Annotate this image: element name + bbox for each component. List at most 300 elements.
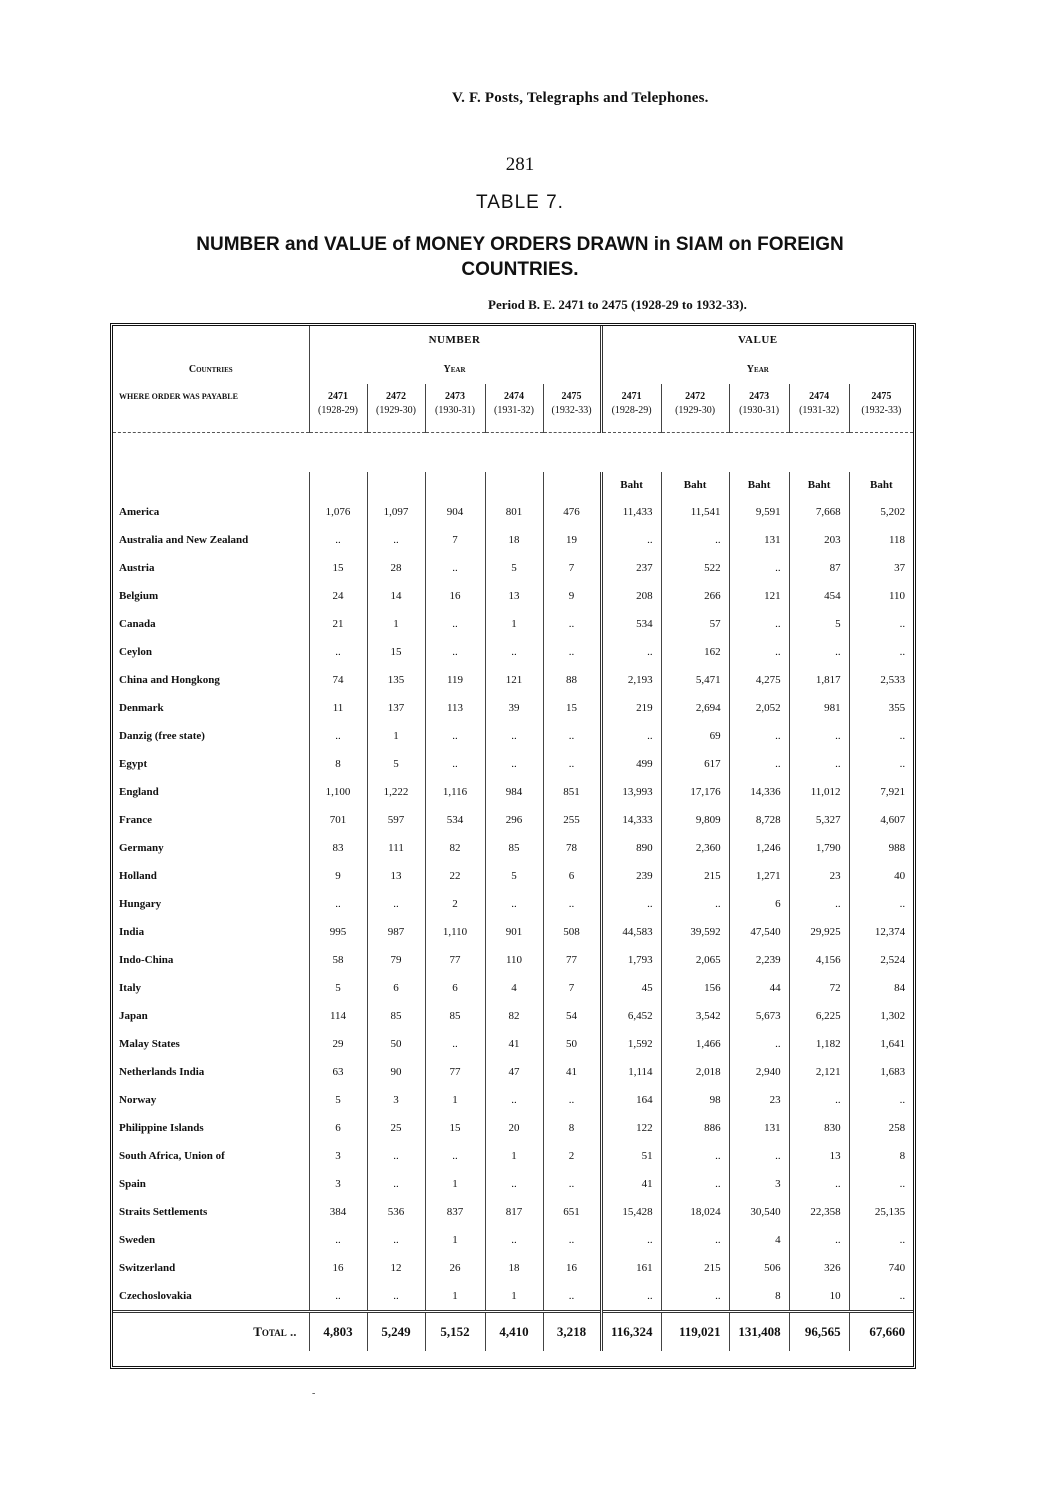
number-cell: 801 — [485, 498, 543, 526]
value-year-col-4 — [849, 384, 913, 433]
country-name: Denmark — [119, 702, 164, 714]
number-cell: 255 — [543, 806, 601, 834]
number-cell: 85 — [367, 1002, 425, 1030]
value-cell: 22,358 — [789, 1198, 849, 1226]
number-cell: .. — [425, 554, 485, 582]
document-title — [150, 232, 890, 282]
value-cell: 8 — [729, 1282, 789, 1312]
value-cell: .. — [601, 1282, 661, 1312]
country-cell — [113, 806, 309, 834]
value-cell: 17,176 — [661, 778, 729, 806]
value-cell: 72 — [789, 974, 849, 1002]
number-cell: .. — [425, 750, 485, 778]
country-cell — [113, 834, 309, 862]
value-cell: 1,466 — [661, 1030, 729, 1058]
number-cell: 476 — [543, 498, 601, 526]
number-cell: .. — [543, 1282, 601, 1312]
number-cell: 137 — [367, 694, 425, 722]
value-cell: 1,114 — [601, 1058, 661, 1086]
value-cell: 4,607 — [849, 806, 913, 834]
country-cell — [113, 946, 309, 974]
number-cell: 77 — [425, 1058, 485, 1086]
country-name: Sweden — [119, 1234, 156, 1246]
number-cell: 384 — [309, 1198, 367, 1226]
value-cell: 4,156 — [789, 946, 849, 974]
number-cell: 85 — [485, 834, 543, 862]
value-cell: 981 — [789, 694, 849, 722]
number-cell: 1,097 — [367, 498, 425, 526]
number-cell: .. — [425, 610, 485, 638]
country-cell — [113, 1002, 309, 1030]
number-cell: 16 — [425, 582, 485, 610]
value-cell: 258 — [849, 1114, 913, 1142]
value-cell: 44,583 — [601, 918, 661, 946]
number-cell: 901 — [485, 918, 543, 946]
number-cell: 3 — [309, 1142, 367, 1170]
value-cell: 5,202 — [849, 498, 913, 526]
number-cell: 14 — [367, 582, 425, 610]
value-cell: 7,668 — [789, 498, 849, 526]
country-name: Austria — [119, 562, 155, 574]
number-year-col-0 — [309, 384, 367, 433]
value-cell: 29,925 — [789, 918, 849, 946]
countries-header-blank — [113, 326, 309, 354]
country-name: Hungary — [119, 898, 162, 910]
country-cell — [113, 1142, 309, 1170]
value-cell: 740 — [849, 1254, 913, 1282]
number-cell: .. — [309, 638, 367, 666]
data-table — [113, 326, 913, 1351]
year-be-label: 2475 — [561, 391, 582, 402]
number-cell: .. — [485, 722, 543, 750]
number-cell: .. — [485, 750, 543, 778]
year-ce-label: (1930-31) — [435, 405, 475, 416]
number-cell: .. — [367, 526, 425, 554]
number-cell: 1,110 — [425, 918, 485, 946]
country-cell — [113, 1114, 309, 1142]
number-cell: .. — [543, 722, 601, 750]
value-cell: 110 — [849, 582, 913, 610]
country-name: Philippine Islands — [119, 1122, 204, 1134]
number-cell: 984 — [485, 778, 543, 806]
value-cell: 23 — [789, 862, 849, 890]
value-cell: 47,540 — [729, 918, 789, 946]
country-name: Egypt — [119, 758, 148, 770]
value-cell: 266 — [661, 582, 729, 610]
table-row — [113, 1086, 913, 1114]
value-cell: 988 — [849, 834, 913, 862]
unit-label: Baht — [661, 472, 729, 498]
value-cell: 51 — [601, 1142, 661, 1170]
value-cell: 131 — [729, 526, 789, 554]
number-cell: 18 — [485, 1254, 543, 1282]
value-cell: 18,024 — [661, 1198, 729, 1226]
number-cell: 41 — [543, 1058, 601, 1086]
value-year-col-2 — [729, 384, 789, 433]
year-be-label: 2472 — [386, 391, 406, 402]
number-year-col-4 — [543, 384, 601, 433]
country-name: Norway — [119, 1094, 157, 1106]
number-cell: .. — [543, 1086, 601, 1114]
number-cell: 8 — [309, 750, 367, 778]
country-cell — [113, 1226, 309, 1254]
value-cell: 1,182 — [789, 1030, 849, 1058]
value-cell: 1,641 — [849, 1030, 913, 1058]
number-cell: 817 — [485, 1198, 543, 1226]
number-cell: 1 — [425, 1086, 485, 1114]
number-cell: 5 — [485, 554, 543, 582]
value-cell: .. — [789, 638, 849, 666]
year-ce-label: (1932-33) — [861, 405, 902, 416]
value-cell: 215 — [661, 862, 729, 890]
total-label: Total .. — [113, 1312, 309, 1352]
value-cell: 506 — [729, 1254, 789, 1282]
number-cell: 8 — [543, 1114, 601, 1142]
number-cell: 12 — [367, 1254, 425, 1282]
table-row — [113, 946, 913, 974]
value-cell: 23 — [729, 1086, 789, 1114]
number-year-header: Year — [309, 354, 601, 384]
value-cell: 118 — [849, 526, 913, 554]
country-cell — [113, 666, 309, 694]
table-row — [113, 638, 913, 666]
value-cell: 2,360 — [661, 834, 729, 862]
country-cell — [113, 778, 309, 806]
number-cell: 79 — [367, 946, 425, 974]
value-cell: 3,542 — [661, 1002, 729, 1030]
value-cell: 3 — [729, 1170, 789, 1198]
value-cell: .. — [789, 722, 849, 750]
year-ce-label: (1929-30) — [376, 405, 416, 416]
value-cell: .. — [729, 1142, 789, 1170]
number-cell: 20 — [485, 1114, 543, 1142]
number-cell: 58 — [309, 946, 367, 974]
number-cell: 74 — [309, 666, 367, 694]
number-cell: .. — [543, 750, 601, 778]
country-cell — [113, 1282, 309, 1312]
table-row — [113, 890, 913, 918]
total-value-cell: 96,565 — [789, 1312, 849, 1352]
number-cell: 851 — [543, 778, 601, 806]
value-cell: 830 — [789, 1114, 849, 1142]
number-cell: 508 — [543, 918, 601, 946]
table-row — [113, 1058, 913, 1086]
country-name: Canada — [119, 618, 156, 630]
number-cell: 6 — [425, 974, 485, 1002]
value-cell: 45 — [601, 974, 661, 1002]
value-cell: 8 — [849, 1142, 913, 1170]
country-cell — [113, 750, 309, 778]
value-cell: 239 — [601, 862, 661, 890]
value-cell: .. — [729, 1030, 789, 1058]
country-name: Netherlands India — [119, 1066, 205, 1078]
value-cell: 4 — [729, 1226, 789, 1254]
year-ce-label: (1932-33) — [551, 405, 592, 416]
value-cell: 5,471 — [661, 666, 729, 694]
number-cell: 701 — [309, 806, 367, 834]
value-cell: 2,018 — [661, 1058, 729, 1086]
number-cell: 1 — [485, 610, 543, 638]
table-row — [113, 554, 913, 582]
country-name: Belgium — [119, 590, 159, 602]
value-year-col-3 — [789, 384, 849, 433]
number-cell: 85 — [425, 1002, 485, 1030]
value-cell: 41 — [601, 1170, 661, 1198]
value-cell: 84 — [849, 974, 913, 1002]
table-row — [113, 1114, 913, 1142]
value-cell: 203 — [789, 526, 849, 554]
header-spacer — [113, 434, 913, 472]
number-cell: .. — [543, 1226, 601, 1254]
number-cell: 536 — [367, 1198, 425, 1226]
total-value-cell: 119,021 — [661, 1312, 729, 1352]
value-cell: 617 — [661, 750, 729, 778]
value-cell: 87 — [789, 554, 849, 582]
value-cell: 164 — [601, 1086, 661, 1114]
year-be-label: 2472 — [685, 391, 706, 402]
number-cell: 15 — [425, 1114, 485, 1142]
value-cell: .. — [789, 890, 849, 918]
year-be-label: 2471 — [621, 391, 642, 402]
number-cell: 16 — [309, 1254, 367, 1282]
value-cell: 2,121 — [789, 1058, 849, 1086]
number-cell: .. — [309, 722, 367, 750]
number-cell: 2 — [425, 890, 485, 918]
country-cell — [113, 918, 309, 946]
number-cell: 15 — [367, 638, 425, 666]
country-name: Indo-China — [119, 954, 174, 966]
number-cell: 296 — [485, 806, 543, 834]
value-cell: 39,592 — [661, 918, 729, 946]
value-cell: .. — [729, 722, 789, 750]
value-cell: 534 — [601, 610, 661, 638]
value-cell: .. — [849, 1170, 913, 1198]
value-cell: 156 — [661, 974, 729, 1002]
number-cell: 22 — [425, 862, 485, 890]
value-cell: .. — [661, 1226, 729, 1254]
country-cell — [113, 1198, 309, 1226]
value-cell: .. — [849, 1282, 913, 1312]
country-cell — [113, 526, 309, 554]
value-cell: 15,428 — [601, 1198, 661, 1226]
value-cell: 6,225 — [789, 1002, 849, 1030]
number-cell: 24 — [309, 582, 367, 610]
value-cell: 5 — [789, 610, 849, 638]
number-cell: 13 — [367, 862, 425, 890]
value-cell: .. — [661, 890, 729, 918]
number-cell: .. — [485, 1226, 543, 1254]
number-year-col-2 — [425, 384, 485, 433]
value-cell: .. — [789, 1086, 849, 1114]
number-cell: 41 — [485, 1030, 543, 1058]
value-cell: .. — [849, 750, 913, 778]
period-note: Period B. E. 2471 to 2475 (1928-29 to 1932-33). — [488, 297, 747, 312]
table-row — [113, 918, 913, 946]
number-cell: 114 — [309, 1002, 367, 1030]
country-name: Holland — [119, 870, 157, 882]
total-number-cell: 3,218 — [543, 1312, 601, 1352]
value-cell: .. — [661, 526, 729, 554]
year-be-label: 2474 — [504, 391, 524, 402]
number-cell: .. — [485, 890, 543, 918]
number-cell: 25 — [367, 1114, 425, 1142]
number-cell: 837 — [425, 1198, 485, 1226]
number-cell: 28 — [367, 554, 425, 582]
table-row — [113, 526, 913, 554]
year-ce-label: (1928-29) — [318, 405, 358, 416]
value-cell: 6 — [729, 890, 789, 918]
country-cell — [113, 974, 309, 1002]
value-group-header: VALUE — [601, 326, 913, 354]
number-cell: 5 — [367, 750, 425, 778]
number-cell: .. — [309, 1226, 367, 1254]
country-name: Danzig (free state) — [119, 730, 205, 742]
number-cell: 7 — [425, 526, 485, 554]
number-cell: 904 — [425, 498, 485, 526]
unit-label: Baht — [849, 472, 913, 498]
value-cell: 208 — [601, 582, 661, 610]
value-cell: 13,993 — [601, 778, 661, 806]
country-name: Czechoslovakia — [119, 1290, 192, 1302]
value-cell: .. — [849, 638, 913, 666]
value-cell: 1,302 — [849, 1002, 913, 1030]
table-row — [113, 1198, 913, 1226]
country-name: America — [119, 506, 160, 518]
value-cell: .. — [849, 722, 913, 750]
value-cell: 14,336 — [729, 778, 789, 806]
value-cell: 2,533 — [849, 666, 913, 694]
number-cell: 9 — [309, 862, 367, 890]
number-cell: .. — [367, 1282, 425, 1312]
value-cell: 215 — [661, 1254, 729, 1282]
number-cell: 5 — [309, 1086, 367, 1114]
number-cell: 3 — [367, 1086, 425, 1114]
value-cell: .. — [729, 610, 789, 638]
value-cell: .. — [601, 890, 661, 918]
value-cell: 2,524 — [849, 946, 913, 974]
number-cell: 9 — [543, 582, 601, 610]
number-cell: 5 — [309, 974, 367, 1002]
table-row — [113, 1282, 913, 1312]
value-cell: .. — [601, 638, 661, 666]
value-cell: 355 — [849, 694, 913, 722]
value-year-col-1 — [661, 384, 729, 433]
number-cell: 18 — [485, 526, 543, 554]
total-label-text: Total — [253, 1324, 287, 1339]
country-cell — [113, 1254, 309, 1282]
number-cell: 13 — [485, 582, 543, 610]
unit-blank — [485, 472, 543, 498]
total-number-cell: 4,410 — [485, 1312, 543, 1352]
value-cell: 499 — [601, 750, 661, 778]
country-cell — [113, 610, 309, 638]
country-name: South Africa, Union of — [119, 1150, 225, 1162]
value-cell: 2,940 — [729, 1058, 789, 1086]
value-cell: .. — [849, 1226, 913, 1254]
table-row — [113, 1030, 913, 1058]
value-cell: 2,694 — [661, 694, 729, 722]
value-cell: 98 — [661, 1086, 729, 1114]
number-cell: .. — [543, 1170, 601, 1198]
number-cell: 77 — [543, 946, 601, 974]
table-row — [113, 862, 913, 890]
value-cell: 1,793 — [601, 946, 661, 974]
number-cell: 3 — [309, 1170, 367, 1198]
number-cell: 50 — [543, 1030, 601, 1058]
number-cell: 90 — [367, 1058, 425, 1086]
number-cell: .. — [425, 1030, 485, 1058]
number-cell: .. — [309, 526, 367, 554]
value-year-header: Year — [601, 354, 913, 384]
value-cell: 5,327 — [789, 806, 849, 834]
value-cell: 10 — [789, 1282, 849, 1312]
number-cell: 1 — [485, 1282, 543, 1312]
number-cell: 82 — [485, 1002, 543, 1030]
number-cell: 987 — [367, 918, 425, 946]
country-cell — [113, 582, 309, 610]
country-name: Spain — [119, 1178, 146, 1190]
value-cell: 121 — [729, 582, 789, 610]
value-cell: 890 — [601, 834, 661, 862]
number-cell: 651 — [543, 1198, 601, 1226]
value-cell: .. — [849, 1086, 913, 1114]
table-row — [113, 722, 913, 750]
number-cell: .. — [543, 610, 601, 638]
total-number-cell: 5,249 — [367, 1312, 425, 1352]
number-cell: 121 — [485, 666, 543, 694]
number-cell: 135 — [367, 666, 425, 694]
year-be-label: 2474 — [809, 391, 830, 402]
value-cell: .. — [729, 554, 789, 582]
country-name: India — [119, 926, 145, 938]
number-cell: .. — [485, 1170, 543, 1198]
value-cell: 30,540 — [729, 1198, 789, 1226]
value-cell: 162 — [661, 638, 729, 666]
value-cell: 6,452 — [601, 1002, 661, 1030]
number-cell: 21 — [309, 610, 367, 638]
value-cell: 522 — [661, 554, 729, 582]
table-row — [113, 834, 913, 862]
number-cell: 4 — [485, 974, 543, 1002]
value-cell: 122 — [601, 1114, 661, 1142]
number-cell: .. — [543, 890, 601, 918]
value-cell: 8,728 — [729, 806, 789, 834]
table-label: TABLE 7. — [476, 192, 564, 213]
unit-label: Baht — [789, 472, 849, 498]
value-cell: 2,239 — [729, 946, 789, 974]
number-cell: 39 — [485, 694, 543, 722]
value-cell: 1,683 — [849, 1058, 913, 1086]
country-cell — [113, 498, 309, 526]
year-be-label: 2473 — [749, 391, 770, 402]
value-cell: 2,193 — [601, 666, 661, 694]
table-row — [113, 1170, 913, 1198]
number-cell: 1,076 — [309, 498, 367, 526]
section-header: V. F. Posts, Telegraphs and Telephones. — [452, 90, 709, 106]
value-cell: 1,592 — [601, 1030, 661, 1058]
country-cell — [113, 890, 309, 918]
number-cell: .. — [425, 1142, 485, 1170]
year-ce-label: (1931-32) — [799, 405, 840, 416]
year-ce-label: (1931-32) — [494, 405, 534, 416]
value-cell: 13 — [789, 1142, 849, 1170]
table-row — [113, 1142, 913, 1170]
number-cell: 110 — [485, 946, 543, 974]
number-cell: 47 — [485, 1058, 543, 1086]
value-cell: 9,809 — [661, 806, 729, 834]
unit-blank — [425, 472, 485, 498]
title-line-2: COUNTRIES. — [461, 259, 579, 280]
